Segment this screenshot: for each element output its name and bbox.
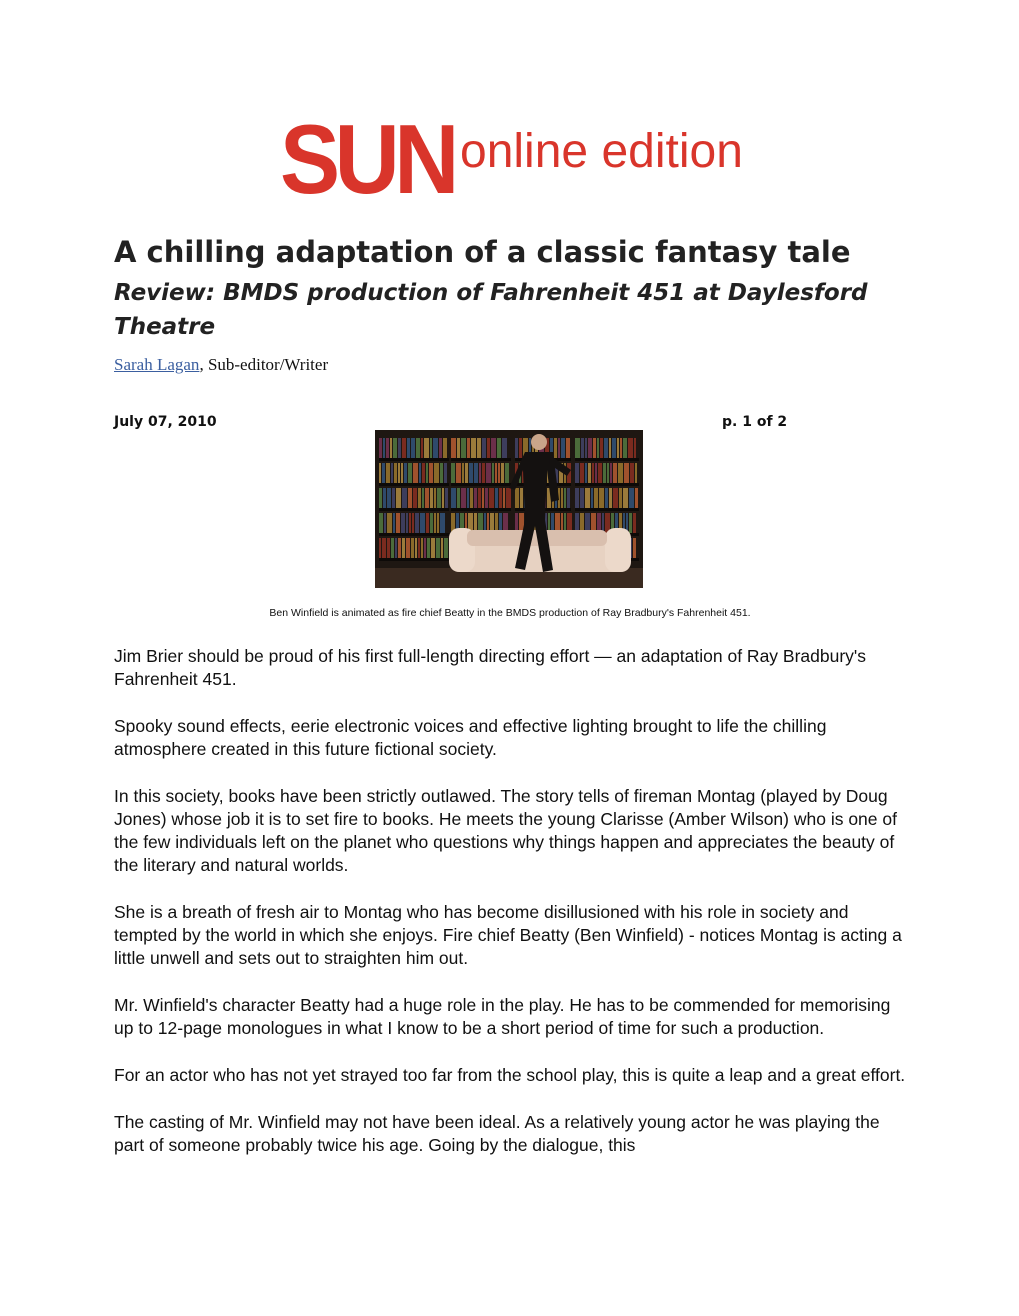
author-link[interactable]: Sarah Lagan — [114, 355, 200, 374]
author-role: , Sub-editor/Writer — [199, 355, 329, 374]
masthead — [280, 104, 800, 214]
stage-photo-illustration — [375, 430, 643, 588]
photo-caption: Ben Winfield is animated as fire chief Beatty in the BMDS production of Ray Bradbury's Fahrenheit 451. — [269, 607, 751, 619]
article-paragraph: Mr. Winfield's character Beatty had a huge role in the play. He has to be commended for memorising up to 12-page monologues in what I know to be a short period of time for such a production. — [114, 995, 891, 1038]
article-headline: A chilling adaptation of a classic fantasy tale — [114, 235, 851, 269]
masthead-edition: online edition — [460, 125, 743, 178]
article-body — [114, 645, 914, 1181]
page-number: p. 1 of 2 — [722, 414, 788, 430]
article-subhead: Review: BMDS production of Fahrenheit 451 at Daylesford Theatre — [114, 280, 868, 340]
article-paragraph: The casting of Mr. Winfield may not have been ideal. As a relatively young actor he was playing the part of someone probably twice his age. Going by the dialogue, this — [114, 1112, 880, 1155]
masthead-brand: SUN — [280, 104, 454, 214]
article-paragraph: Spooky sound effects, eerie electronic voices and effective lighting brought to life the chilling atmosphere created in this future fictional society. — [114, 716, 827, 759]
article-paragraph: Jim Brier should be proud of his first full-length directing effort — an adaptation of Ray Bradbury's Fahrenheit 451. — [114, 646, 867, 689]
article-paragraph: For an actor who has not yet strayed too far from the school play, this is quite a leap and a great effort. — [114, 1065, 906, 1085]
article-photo — [375, 430, 643, 588]
article-paragraph: In this society, books have been strictly outlawed. The story tells of fireman Montag (played by Doug Jones) whose job it is to set fire to books. He meets the young Clarisse (Amber Wilson) who is one of the few individuals left on the planet who questions why things happen and appreciates the beauty of the literary and natural worlds. — [114, 786, 897, 875]
byline — [114, 354, 328, 376]
article-paragraph: She is a breath of fresh air to Montag who has become disillusioned with his role in society and tempted by the world in which she enjoys. Fire chief Beatty (Ben Winfield) - notices Montag is acting a little unwell and sets out to straighten him out. — [114, 902, 902, 968]
article-date: July 07, 2010 — [114, 414, 217, 430]
